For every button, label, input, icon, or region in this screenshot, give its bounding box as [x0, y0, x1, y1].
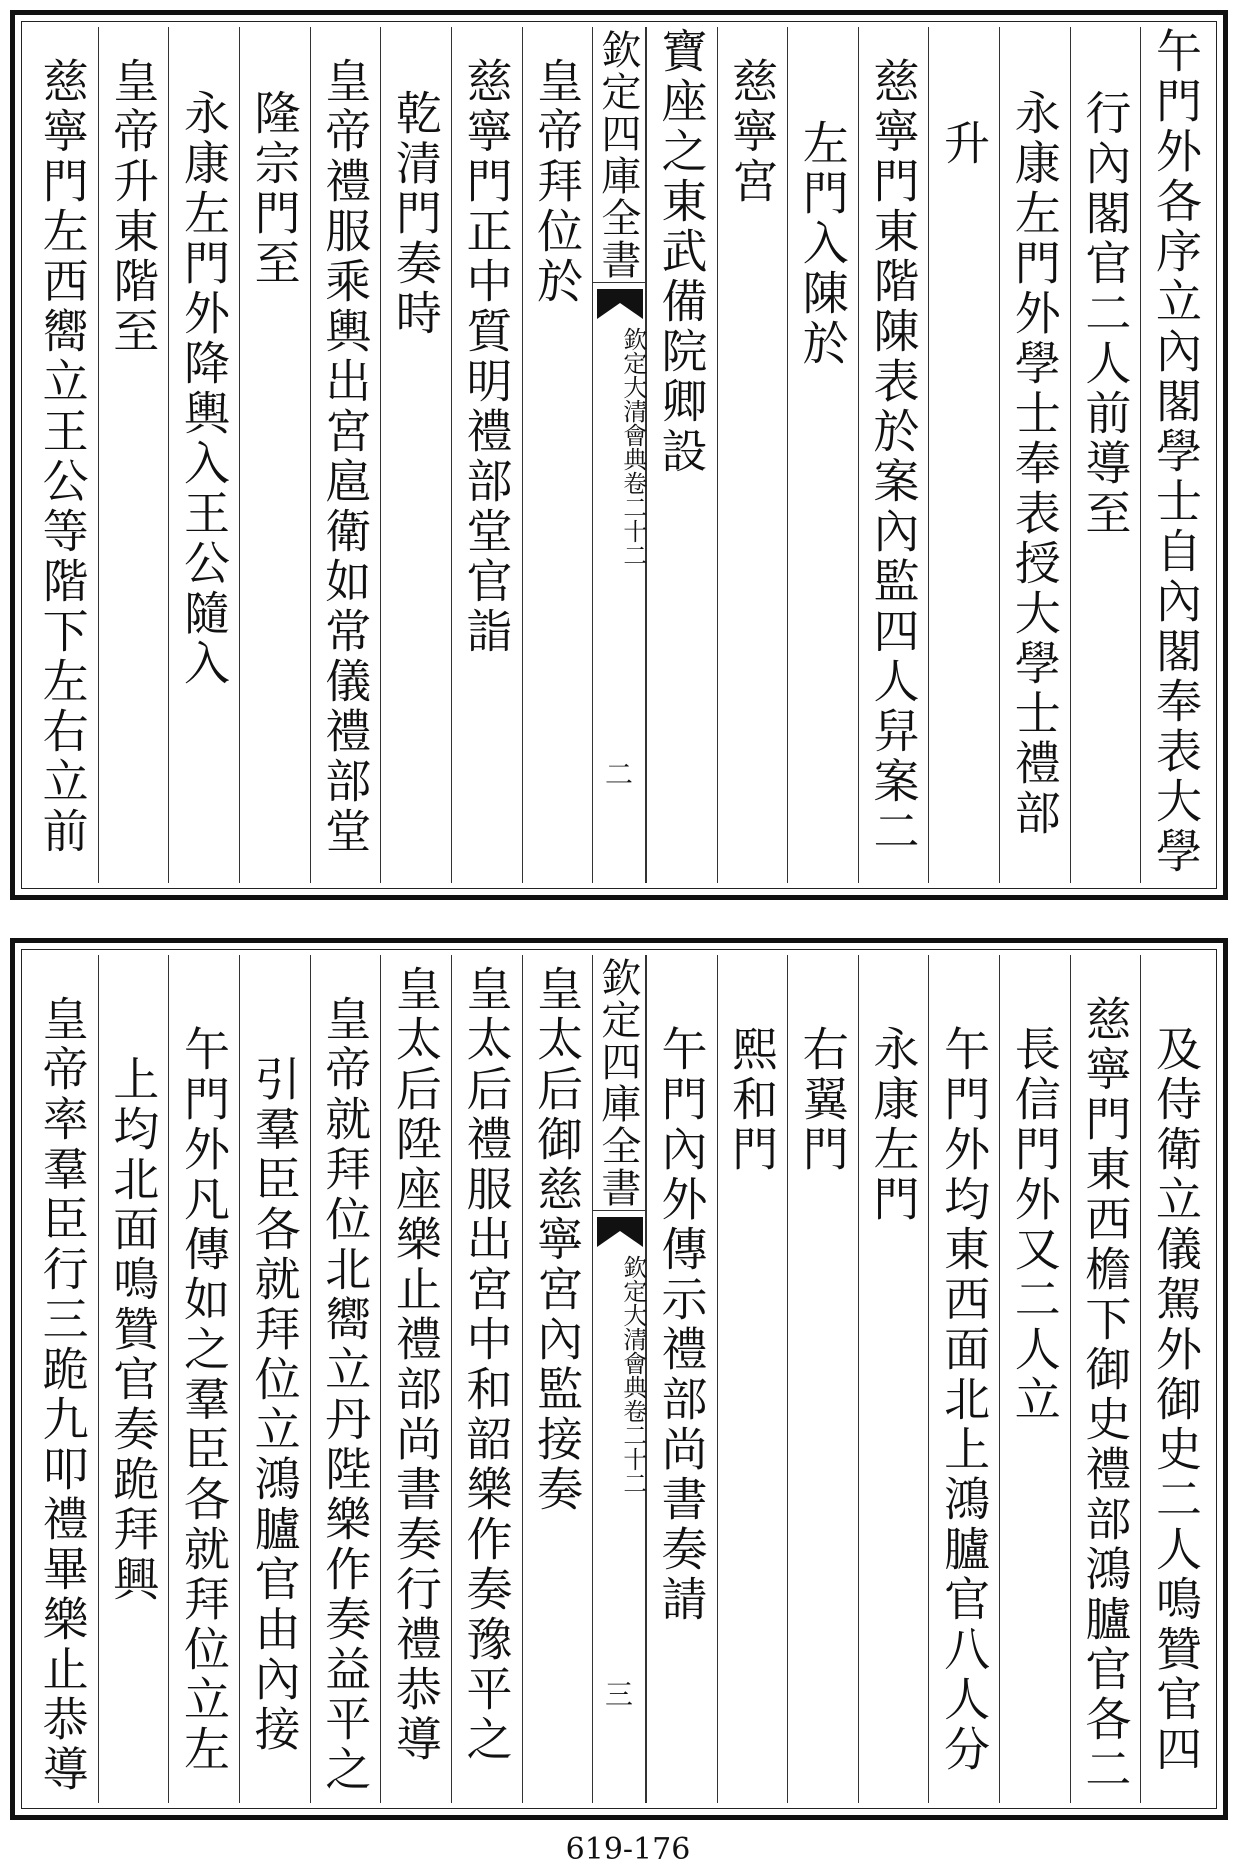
column-text: 皇帝就拜位北嚮立丹陛樂作奏益平之	[318, 995, 373, 1795]
text-column	[168, 27, 239, 883]
column-text: 寶座之東武備院卿設	[654, 27, 709, 477]
text-column	[451, 27, 522, 883]
bottom-page-frame	[10, 938, 1228, 1820]
column-text: 皇太后陞座樂止禮部尚書奏行禮恭導	[388, 965, 443, 1765]
column-text: 午門外凡傳如之羣臣各就拜位立左	[176, 1025, 231, 1775]
column-text: 升	[937, 119, 992, 169]
text-column	[1070, 955, 1141, 1803]
book-title: 欽定大清會典	[618, 327, 647, 471]
bottom-columns	[27, 955, 1211, 1803]
text-column	[858, 27, 929, 883]
column-text: 及侍衛立儀駕外御史二人鳴贊官四	[1149, 1025, 1203, 1775]
volume-number: 卷二十二	[618, 471, 647, 567]
text-column	[787, 27, 858, 883]
text-column	[928, 27, 999, 883]
column-text: 隆宗門至	[247, 89, 302, 289]
page-footer-number: 619-176	[565, 1832, 691, 1867]
column-text: 乾清門奏時	[388, 89, 443, 339]
text-column	[239, 955, 310, 1803]
book-title: 欽定大清會典	[618, 1255, 647, 1399]
text-column	[1070, 27, 1141, 883]
text-column	[310, 955, 381, 1803]
text-column	[999, 955, 1070, 1803]
column-text: 熙和門	[725, 1025, 780, 1175]
center-margin	[592, 27, 646, 883]
fishtail-mark-icon	[597, 1217, 643, 1247]
column-text: 長信門外又二人立	[1007, 1025, 1062, 1425]
fishtail-mark-icon	[597, 289, 643, 319]
text-column	[27, 27, 98, 883]
volume-number: 卷二十二	[618, 1399, 647, 1495]
center-subtitle	[593, 327, 645, 567]
text-column	[451, 955, 522, 1803]
text-column	[999, 27, 1070, 883]
column-text: 慈寧門左西嚮立王公等階下左右立前	[35, 57, 90, 857]
column-text: 慈寧門東階陳表於案內監四人舁案二	[866, 57, 921, 857]
column-text: 皇太后禮服出宮中和韶樂作奏豫平之	[459, 965, 514, 1765]
column-text: 永康左門	[866, 1025, 921, 1225]
text-column	[27, 955, 98, 1803]
center-subtitle	[593, 1255, 645, 1495]
column-text: 引羣臣各就拜位立鴻臚官由內接	[247, 1055, 302, 1755]
column-text: 午門內外傳示禮部尚書奏請	[654, 1025, 709, 1625]
top-columns	[27, 27, 1211, 883]
column-text: 午門外均東西面北上鴻臚官八人分	[937, 1025, 992, 1775]
text-column	[98, 27, 169, 883]
column-text: 皇帝拜位於	[530, 57, 585, 307]
text-column	[239, 27, 310, 883]
text-column	[1140, 27, 1211, 883]
column-text: 慈寧門東西檐下御史禮部鴻臚官各二	[1078, 995, 1133, 1795]
text-column	[98, 955, 169, 1803]
column-text: 永康左門外學士奉表授大學士禮部	[1007, 89, 1062, 839]
column-text: 慈寧門正中質明禮部堂官詣	[459, 57, 514, 657]
text-column	[787, 955, 858, 1803]
text-column	[380, 955, 451, 1803]
column-text: 上均北面鳴贊官奏跪拜興	[106, 1055, 161, 1605]
column-text: 右翼門	[795, 1025, 850, 1175]
text-column	[858, 955, 929, 1803]
column-text: 皇帝率羣臣行三跪九叩禮畢樂止恭導	[35, 995, 90, 1795]
text-column	[646, 955, 717, 1803]
text-column	[522, 955, 593, 1803]
page-number: 二	[605, 758, 634, 791]
page-number: 三	[605, 1678, 634, 1711]
collection-title: 欽定四庫全書	[593, 955, 645, 1211]
column-text: 慈寧宮	[725, 57, 780, 207]
text-column	[310, 27, 381, 883]
column-text: 皇帝升東階至	[106, 57, 161, 357]
text-column	[380, 27, 451, 883]
text-column	[646, 27, 717, 883]
column-text: 左門入陳於	[795, 119, 850, 369]
center-margin	[592, 955, 646, 1803]
text-column	[168, 955, 239, 1803]
collection-title: 欽定四庫全書	[593, 27, 645, 283]
column-text: 皇太后御慈寧宮內監接奏	[530, 965, 585, 1515]
column-text: 皇帝禮服乘輿出宮扈衛如常儀禮部堂	[318, 57, 373, 857]
text-column	[717, 955, 788, 1803]
text-column	[717, 27, 788, 883]
top-page-frame	[10, 10, 1228, 900]
column-text: 行內閣官二人前導至	[1078, 89, 1133, 539]
text-column	[1140, 955, 1211, 1803]
text-column	[928, 955, 999, 1803]
column-text: 永康左門外降輿入王公隨入	[176, 89, 231, 689]
text-column	[522, 27, 593, 883]
column-text: 午門外各序立內閣學士自內閣奉表大學	[1149, 27, 1203, 877]
